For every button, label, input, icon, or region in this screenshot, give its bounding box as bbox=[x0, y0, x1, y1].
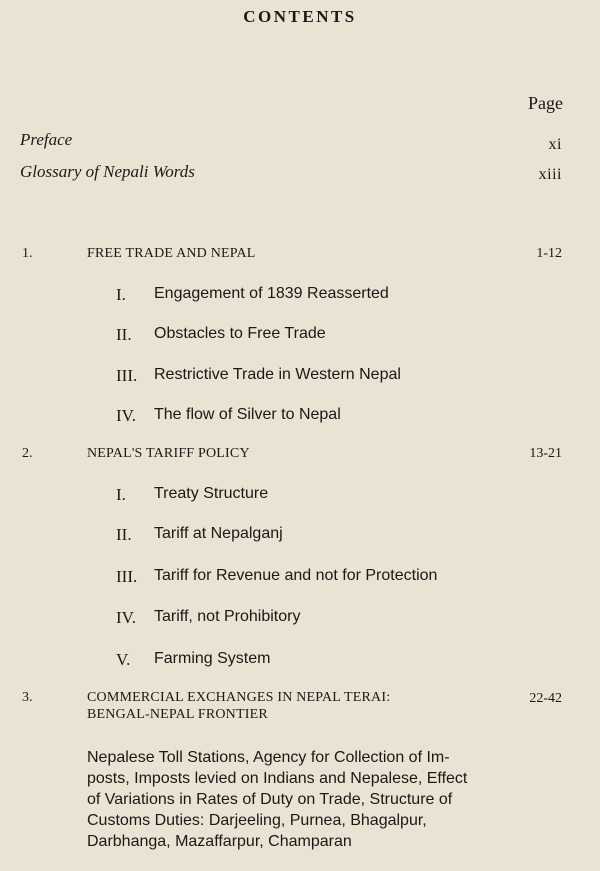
section-title: The flow of Silver to Nepal bbox=[154, 406, 341, 423]
front-matter-page-glossary: xiii bbox=[538, 166, 562, 183]
chapter-number: 1. bbox=[22, 246, 33, 261]
front-matter-page-preface: xi bbox=[548, 136, 562, 153]
chapter-pages: 1-12 bbox=[536, 246, 562, 261]
chapter-pages: 22-42 bbox=[529, 691, 562, 706]
section-title: Engagement of 1839 Reasserted bbox=[154, 285, 389, 302]
chapter-number: 3. bbox=[22, 690, 33, 705]
front-matter-title-glossary: Glossary of Nepali Words bbox=[20, 162, 195, 181]
section-title: Treaty Structure bbox=[154, 485, 269, 502]
section-numeral: IV. bbox=[116, 406, 136, 425]
description-line: Customs Duties: Darjeeling, Purnea, Bhagalpur, bbox=[87, 812, 427, 829]
section-numeral: V. bbox=[116, 650, 131, 669]
section-title: Farming System bbox=[154, 650, 271, 667]
chapter-title: NEPAL'S TARIFF POLICY bbox=[87, 446, 250, 461]
chapter-title: FREE TRADE AND NEPAL bbox=[87, 246, 256, 261]
section-title: Obstacles to Free Trade bbox=[154, 325, 326, 342]
section-numeral: I. bbox=[116, 285, 126, 304]
section-title: Tariff for Revenue and not for Protection bbox=[154, 567, 438, 584]
chapter-title-line: BENGAL-NEPAL FRONTIER bbox=[87, 707, 268, 722]
chapter-title-line: COMMERCIAL EXCHANGES IN NEPAL TERAI: bbox=[87, 690, 391, 705]
section-numeral: II. bbox=[116, 325, 132, 344]
section-numeral: IV. bbox=[116, 608, 136, 627]
section-numeral: III. bbox=[116, 366, 138, 385]
description-line: Nepalese Toll Stations, Agency for Collection of Im- bbox=[87, 749, 450, 766]
chapter-description bbox=[87, 747, 567, 852]
description-line: of Variations in Rates of Duty on Trade, Structure of bbox=[87, 791, 453, 808]
page-column-label: Page bbox=[528, 93, 563, 113]
section-title: Tariff, not Prohibitory bbox=[154, 608, 301, 625]
section-numeral: I. bbox=[116, 485, 126, 504]
section-numeral: II. bbox=[116, 525, 132, 544]
section-numeral: III. bbox=[116, 567, 138, 586]
front-matter-title-preface: Preface bbox=[20, 130, 73, 149]
description-line: posts, Imposts levied on Indians and Nepalese, Effect bbox=[87, 770, 468, 787]
chapter-pages: 13-21 bbox=[529, 446, 562, 461]
section-title: Restrictive Trade in Western Nepal bbox=[154, 366, 401, 383]
chapter-number: 2. bbox=[22, 446, 33, 461]
description-line: Darbhanga, Mazaffarpur, Champaran bbox=[87, 833, 352, 850]
page-title: CONTENTS bbox=[243, 7, 357, 26]
section-title: Tariff at Nepalganj bbox=[154, 525, 283, 542]
